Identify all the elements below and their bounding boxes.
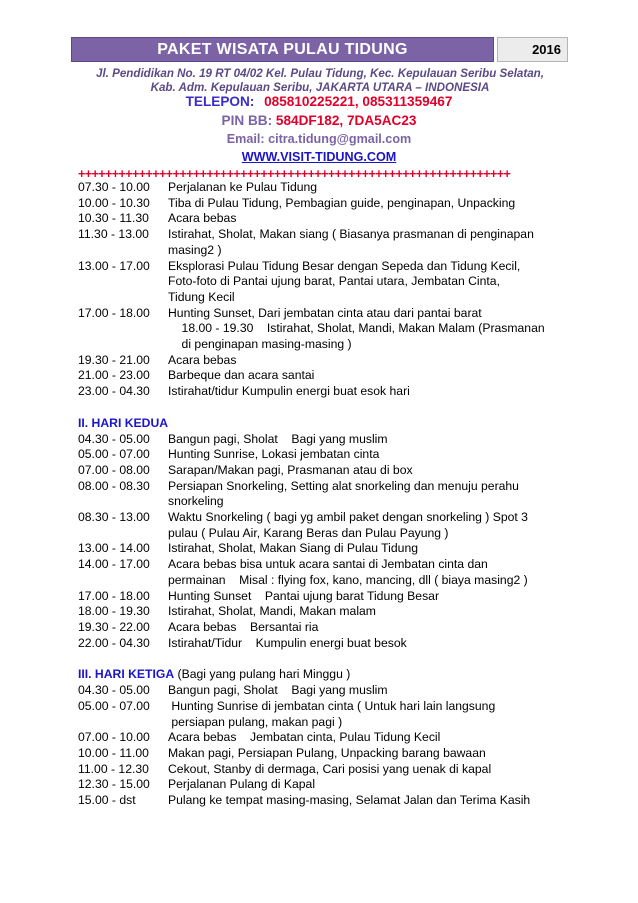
schedule-time: 07.30 - 10.00 xyxy=(78,180,150,194)
schedule-row xyxy=(78,306,608,322)
schedule-time: 11.00 - 12.30 xyxy=(78,761,149,776)
day-one-schedule xyxy=(78,180,608,400)
schedule-time: 14.00 - 17.00 xyxy=(78,557,150,572)
schedule-activity: Istirahat, Sholat, Makan Siang di Pulau Tidung xyxy=(168,541,418,556)
schedule-row xyxy=(78,384,608,400)
schedule-activity: Pulang ke tempat masing-masing, Selamat Jalan dan Terima Kasih xyxy=(168,793,531,808)
day-two-schedule xyxy=(78,432,608,652)
schedule-activity: Persiapan Snorkeling, Setting alat snorkeling dan menuju perahu xyxy=(168,478,519,493)
schedule-time: 11.30 - 13.00 xyxy=(78,227,149,242)
schedule-row xyxy=(78,227,608,243)
pin-bb-values: 584DF182, 7DA5AC23 xyxy=(275,113,417,128)
website-link[interactable]: WWW.VISIT-TIDUNG.COM xyxy=(241,150,397,164)
schedule-row xyxy=(78,432,608,448)
schedule-row xyxy=(78,620,608,636)
schedule-activity: Istirahat/tidur Kumpulin energi buat esok hari xyxy=(168,384,410,399)
schedule-time: 22.00 - 04.30 xyxy=(78,635,150,650)
schedule-row xyxy=(78,494,608,510)
schedule-activity: Istirahat, Sholat, Makan siang ( Biasanya prasmanan di penginapan xyxy=(168,227,534,242)
schedule-row xyxy=(78,274,608,290)
schedule-time: 07.00 - 08.00 xyxy=(78,462,150,477)
schedule-activity: Barbeque dan acara santai xyxy=(168,368,315,383)
schedule-time xyxy=(78,321,168,337)
schedule-activity: Acara bebas xyxy=(168,211,237,226)
schedule-row xyxy=(78,243,608,259)
schedule-activity: Acara bebas Bersantai ria xyxy=(168,619,319,634)
schedule-activity: Sarapan/Makan pagi, Prasmanan atau di box xyxy=(168,462,413,477)
schedule xyxy=(78,180,608,809)
day-three-schedule xyxy=(78,683,608,809)
schedule-activity: Hunting Sunrise, Lokasi jembatan cinta xyxy=(168,447,380,462)
schedule-activity: Hunting Sunset Pantai ujung barat Tidung Besar xyxy=(168,588,440,603)
schedule-time xyxy=(78,573,168,589)
schedule-activity: Acara bebas bisa untuk acara santai di Jembatan cinta dan xyxy=(168,557,488,572)
schedule-activity: Acara bebas Jembatan cinta, Pulau Tidung Kecil xyxy=(168,730,441,745)
schedule-activity: Cekout, Stanby di dermaga, Cari posisi yang uenak di kapal xyxy=(168,761,492,776)
schedule-row xyxy=(78,715,608,731)
schedule-activity: persiapan pulang, makan pagi ) xyxy=(168,714,343,729)
schedule-activity: di penginapan masing-masing ) xyxy=(168,337,352,352)
schedule-activity: 18.00 - 19.30 Istirahat, Sholat, Mandi, Makan Malam (Prasmanan xyxy=(168,321,545,336)
schedule-row xyxy=(78,180,608,196)
schedule-time xyxy=(78,526,168,542)
schedule-time: 05.00 - 07.00 xyxy=(78,447,150,462)
schedule-activity: Hunting Sunrise di jembatan cinta ( Untuk hari lain langsung xyxy=(168,698,496,713)
address-block xyxy=(78,67,562,95)
schedule-row xyxy=(78,526,608,542)
schedule-time xyxy=(78,715,168,731)
schedule-time: 17.00 - 18.00 xyxy=(78,305,150,320)
schedule-time xyxy=(78,337,168,353)
schedule-row xyxy=(78,211,608,227)
schedule-row xyxy=(78,557,608,573)
schedule-row xyxy=(78,793,608,809)
schedule-time: 08.30 - 13.00 xyxy=(78,510,150,525)
schedule-time xyxy=(78,290,168,306)
separator-line: ++++++++++++++++++++++++++++++++++++++++++++++++++++++++++++++++ xyxy=(78,167,511,181)
schedule-activity: Istirahat/Tidur Kumpulin energi buat besok xyxy=(168,635,407,650)
day-three-heading xyxy=(78,667,608,683)
schedule-row xyxy=(78,746,608,762)
schedule-row xyxy=(78,368,608,384)
schedule-activity: masing2 ) xyxy=(168,242,222,257)
schedule-row xyxy=(78,777,608,793)
telephone-numbers: 085810225221, 085311359467 xyxy=(264,94,453,109)
schedule-activity: Hunting Sunset, Dari jembatan cinta atau dari pantai barat xyxy=(168,305,482,320)
schedule-time: 04.30 - 05.00 xyxy=(78,683,150,698)
pin-bb-line xyxy=(0,113,638,128)
schedule-time: 19.30 - 22.00 xyxy=(78,619,150,634)
schedule-time: 15.00 - dst xyxy=(78,793,136,808)
schedule-activity: permainan Misal : flying fox, kano, mancing, dll ( biaya masing2 ) xyxy=(168,572,528,587)
schedule-activity: Bangun pagi, Sholat Bagi yang muslim xyxy=(168,431,388,446)
schedule-row xyxy=(78,353,608,369)
schedule-activity: Tiba di Pulau Tidung, Pembagian guide, penginapan, Unpacking xyxy=(168,195,516,210)
document-title-text: PAKET WISATA PULAU TIDUNG xyxy=(157,41,408,58)
schedule-time: 10.00 - 11.00 xyxy=(78,745,149,760)
schedule-row xyxy=(78,321,608,337)
telephone-label: TELEPON: xyxy=(185,94,255,109)
schedule-time: 21.00 - 23.00 xyxy=(78,368,150,383)
schedule-activity: Bangun pagi, Sholat Bagi yang muslim xyxy=(168,683,388,698)
pin-bb-label: PIN BB: xyxy=(221,113,273,128)
schedule-row xyxy=(78,636,608,652)
schedule-time: 19.30 - 21.00 xyxy=(78,352,150,367)
schedule-row xyxy=(78,589,608,605)
year-badge: 2016 xyxy=(497,37,568,62)
document-title xyxy=(71,37,494,62)
schedule-activity: Istirahat, Sholat, Mandi, Makan malam xyxy=(168,604,376,619)
schedule-time: 13.00 - 17.00 xyxy=(78,258,150,273)
schedule-time: 05.00 - 07.00 xyxy=(78,698,150,713)
schedule-time: 08.00 - 08.30 xyxy=(78,478,150,493)
schedule-row xyxy=(78,762,608,778)
day-three-subtitle: (Bagi yang pulang hari Minggu ) xyxy=(174,667,351,682)
schedule-row xyxy=(78,447,608,463)
schedule-activity: Acara bebas xyxy=(168,352,237,367)
schedule-row xyxy=(78,510,608,526)
schedule-time xyxy=(78,274,168,290)
schedule-time: 07.00 - 10.00 xyxy=(78,730,150,745)
schedule-activity: snorkeling xyxy=(168,494,224,509)
schedule-row xyxy=(78,463,608,479)
schedule-time: 12.30 - 15.00 xyxy=(78,777,150,792)
schedule-row xyxy=(78,479,608,495)
schedule-row xyxy=(78,699,608,715)
schedule-activity: Waktu Snorkeling ( bagi yg ambil paket dengan snorkeling ) Spot 3 xyxy=(168,510,528,525)
schedule-activity: Eksplorasi Pulau Tidung Besar dengan Sepeda dan Tidung Kecil, xyxy=(168,258,521,273)
day-three-title: III. HARI KETIGA xyxy=(78,667,175,682)
schedule-row xyxy=(78,541,608,557)
schedule-row xyxy=(78,337,608,353)
schedule-time: 10.30 - 11.30 xyxy=(78,211,149,226)
address-line-1: Jl. Pendidikan No. 19 RT 04/02 Kel. Pulau Tidung, Kec. Kepulauan Seribu Selatan, xyxy=(96,67,544,80)
schedule-row xyxy=(78,573,608,589)
schedule-row xyxy=(78,196,608,212)
schedule-time: 17.00 - 18.00 xyxy=(78,588,150,603)
schedule-activity: pulau ( Pulau Air, Karang Beras dan Pulau Payung ) xyxy=(168,525,449,540)
email-line: Email: citra.tidung@gmail.com xyxy=(226,132,412,146)
schedule-activity: Tidung Kecil xyxy=(168,289,235,304)
schedule-time: 10.00 - 10.30 xyxy=(78,195,150,210)
schedule-time: 13.00 - 14.00 xyxy=(78,541,150,556)
title-banner xyxy=(71,37,568,62)
schedule-activity: Makan pagi, Persiapan Pulang, Unpacking barang bawaan xyxy=(168,745,486,760)
address-line-2: Kab. Adm. Kepulauan Seribu, JAKARTA UTARA – INDONESIA xyxy=(150,81,490,94)
schedule-time xyxy=(78,494,168,510)
schedule-time: 23.00 - 04.30 xyxy=(78,384,150,399)
schedule-activity: Foto-foto di Pantai ujung barat, Pantai utara, Jembatan Cinta, xyxy=(168,274,500,289)
schedule-time: 18.00 - 19.30 xyxy=(78,604,150,619)
telephone-line xyxy=(0,94,638,109)
schedule-activity: Perjalanan Pulang di Kapal xyxy=(168,777,316,792)
schedule-row xyxy=(78,683,608,699)
day-two-heading: II. HARI KEDUA xyxy=(78,415,169,430)
schedule-time xyxy=(78,243,168,259)
schedule-row xyxy=(78,259,608,275)
schedule-row xyxy=(78,604,608,620)
schedule-row xyxy=(78,290,608,306)
schedule-time: 04.30 - 05.00 xyxy=(78,431,150,446)
schedule-row xyxy=(78,730,608,746)
schedule-activity: Perjalanan ke Pulau Tidung xyxy=(168,180,318,194)
